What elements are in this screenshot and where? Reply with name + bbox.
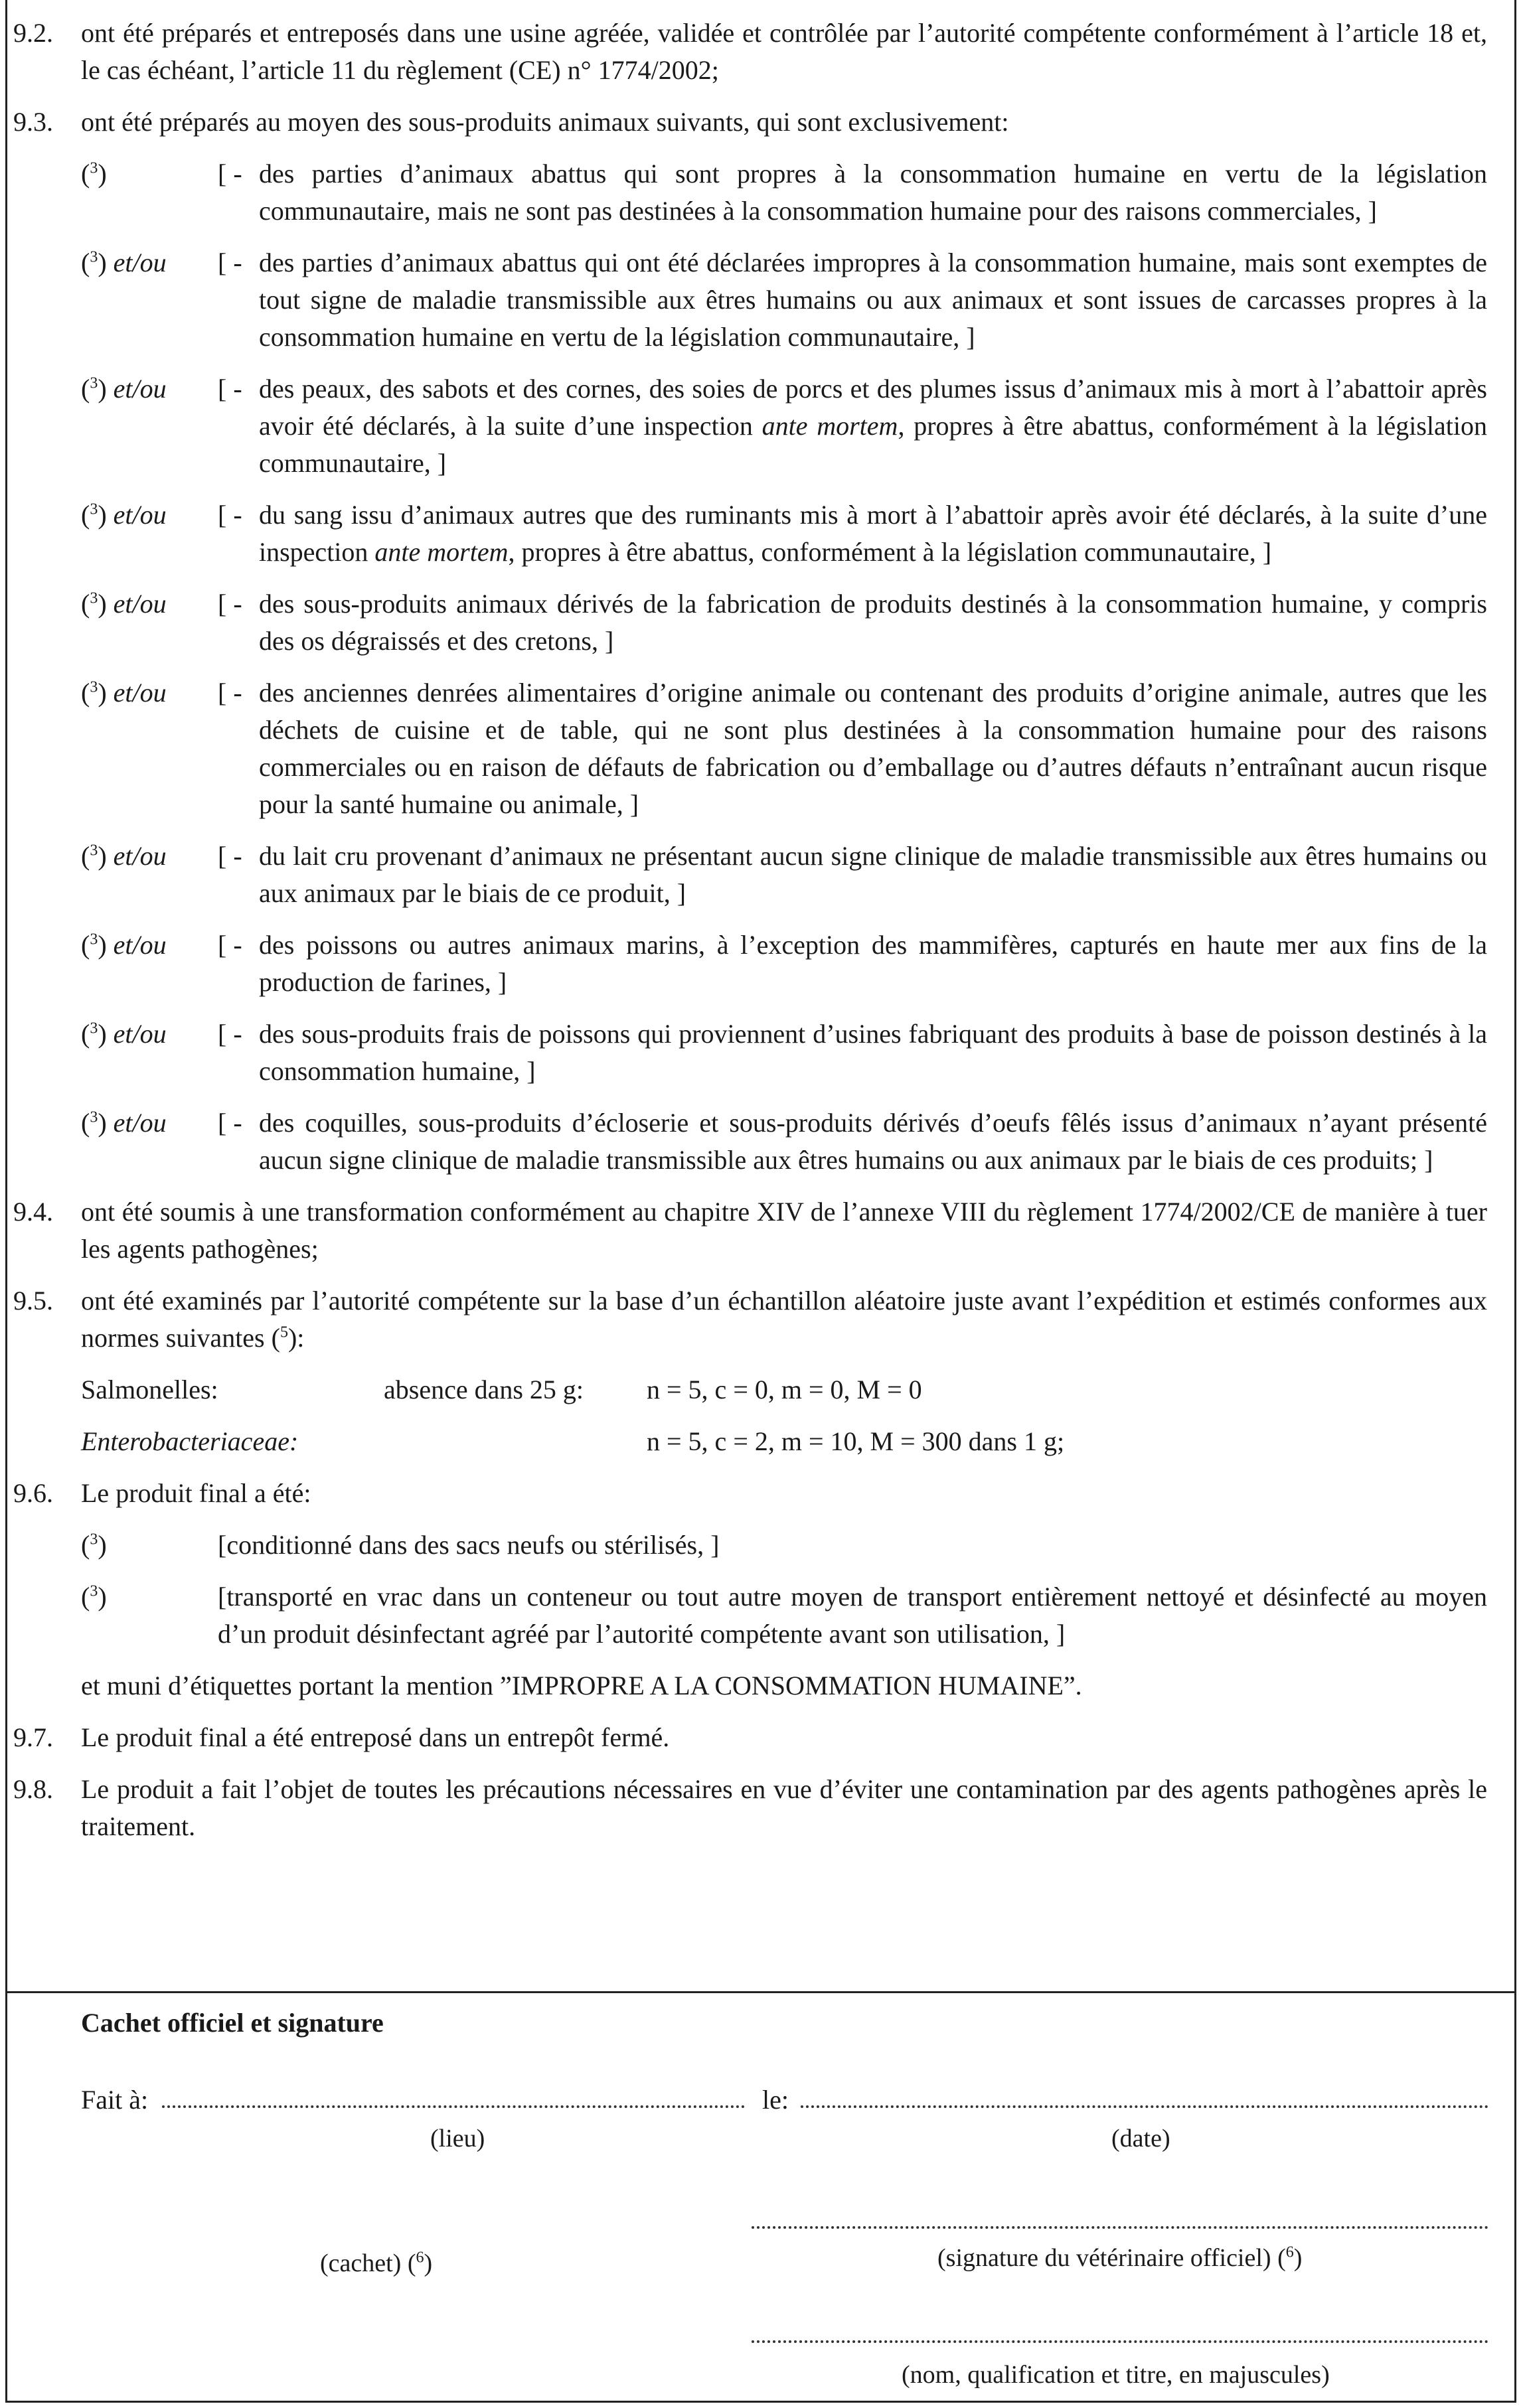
footnote-mark: ($^3$) (81, 159, 107, 188)
item-text: [transporté en vrac dans un conteneur ou tout autre moyen de transport entièrement nettoyé et désinfecté au moyen d’un produit désinfectant agréé par l’autorité compétente avant son utilisation, ] (218, 1582, 1487, 1649)
list-item (13, 155, 1487, 230)
norm-condition: absence dans 25 g: (384, 1375, 584, 1404)
section-number: 9.2. (13, 18, 53, 48)
norm-label: Enterobacteriaceae: (81, 1426, 299, 1456)
bracket-dash: [ - (218, 500, 242, 530)
section-number: 9.3. (13, 107, 53, 137)
item-text: du lait cru provenant d’animaux ne présentant aucun signe clinique de maladie transmissible aux êtres humains ou aux animaux par le biais de ce produit, ] (259, 841, 1487, 908)
footnote-mark: ($^3$) (81, 1582, 107, 1612)
item-text: des peaux, des sabots et des cornes, des soies de porcs et des plumes issus d’animaux mis à mort à l’abattoir après avoir été déclarés, à la suite d’une inspection ante mortem, propres à être abattus, conformément à la législation communautaire, ] (259, 374, 1488, 478)
norm-values: n = 5, c = 0, m = 0, M = 0 (647, 1375, 922, 1404)
section-number: 9.6. (13, 1478, 53, 1508)
section-9-8 (13, 1771, 1487, 1845)
bracket-dash: [ - (218, 678, 242, 708)
list-item (13, 370, 1487, 482)
certificate-body (13, 15, 1487, 1860)
section-text: Le produit final a été entreposé dans un entrepôt fermé. (81, 1722, 670, 1752)
section-number: 9.8. (13, 1774, 53, 1804)
item-text: des parties d’animaux abattus qui sont propres à la consommation humaine en vertu de la législation communautaire, mais ne sont pas destinées à la consommation humaine pour des raisons commerciales, ] (259, 159, 1487, 226)
section-9-2 (13, 15, 1487, 89)
item-text: des sous-produits frais de poissons qui proviennent d’usines fabriquant des produits à base de poisson destinés à la consommation humaine, ] (259, 1019, 1487, 1086)
footnote-mark: ($^3$) et/ou (81, 930, 167, 960)
bracket-dash: [ - (218, 1108, 242, 1138)
signature-line[interactable] (752, 2226, 1488, 2229)
section-text: Le produit a fait l’objet de toutes les précautions nécessaires en vue d’éviter une contamination par des agents pathogènes après le traitement. (81, 1774, 1487, 1841)
name-line[interactable] (752, 2340, 1488, 2343)
date-caption: (date) (1111, 2125, 1170, 2152)
section-9-5 (13, 1282, 1487, 1357)
footnote-mark: ($^3$) et/ou (81, 589, 167, 619)
bracket-dash: [ - (218, 589, 242, 619)
place-line[interactable] (162, 2105, 745, 2108)
bracket-dash: [ - (218, 159, 242, 188)
footnote-mark: ($^3$) et/ou (81, 1108, 167, 1138)
norm-salmonella (13, 1371, 1487, 1408)
bracket-dash: [ - (218, 1019, 242, 1049)
bracket-dash: [ - (218, 841, 242, 871)
item-text: des sous-produits animaux dérivés de la fabrication de produits destinés à la consommation humaine, y compris des os dégraissés et des cretons, ] (259, 589, 1487, 656)
footnote-mark: ($^3$) et/ou (81, 678, 167, 708)
list-item (13, 674, 1487, 823)
section-text: ont été préparés au moyen des sous-produits animaux suivants, qui sont exclusivement: (81, 107, 1009, 137)
norm-label: Salmonelles: (81, 1375, 218, 1404)
place-caption: (lieu) (430, 2125, 485, 2152)
signature-title: Cachet officiel et signature (81, 2008, 384, 2038)
list-item (13, 496, 1487, 571)
list-item (13, 838, 1487, 912)
list-item (13, 585, 1487, 660)
section-text: ont été préparés et entreposés dans une usine agréée, validée et contrôlée par l’autorité compétente conformément à l’article 18 et, le cas échéant, l’article 11 du règlement (CE) n° 1774/2002; (81, 18, 1487, 85)
labeling-note: et muni d’étiquettes portant la mention ”IMPROPRE A LA CONSOMMATION HUMAINE”. (81, 1671, 1082, 1700)
section-number: 9.4. (13, 1197, 53, 1227)
bracket-dash: [ - (218, 248, 242, 277)
list-item (13, 927, 1487, 1001)
signature-caption: (signature du vétérinaire officiel) ($^6$) (937, 2243, 1303, 2272)
place-label: Fait à: (81, 2085, 149, 2115)
name-caption: (nom, qualification et titre, en majuscules) (902, 2361, 1330, 2389)
section-text: Le produit final a été: (81, 1478, 311, 1508)
item-text: des anciennes denrées alimentaires d’origine animale ou contenant des produits d’origine animale, autres que les déchets de cuisine et de table, qui ne sont plus destinées à la consommation humaine pour des raisons commerciales ou en raison de défauts de fabrication ou d’emballage ou d’autres défauts n’entraînant aucun risque pour la santé humaine ou animale, ] (259, 678, 1487, 819)
date-line[interactable] (801, 2105, 1488, 2108)
footnote-mark: ($^3$) et/ou (81, 374, 167, 404)
footnote-mark: ($^3$) et/ou (81, 1019, 167, 1049)
footnote-mark: ($^3$) et/ou (81, 248, 167, 277)
item-text: [conditionné dans des sacs neufs ou stérilisés, ] (218, 1530, 720, 1560)
list-item (13, 1527, 1487, 1564)
section-9-4 (13, 1193, 1487, 1268)
section-9-6 (13, 1475, 1487, 1512)
footnote-mark: ($^3$) et/ou (81, 500, 167, 530)
section-text: ont été examinés par l’autorité compétente sur la base d’un échantillon aléatoire juste avant l’expédition et estimés conformes aux normes suivantes ($^5$): (81, 1286, 1487, 1353)
stamp-caption: (cachet) ($^6$) (320, 2249, 433, 2277)
section-9-3 (13, 104, 1487, 141)
section-text: ont été soumis à une transformation conformément au chapitre XIV de l’annexe VIII du règlement 1774/2002/CE de manière à tuer les agents pathogènes; (81, 1197, 1487, 1264)
norm-values: n = 5, c = 2, m = 10, M = 300 dans 1 g; (647, 1426, 1065, 1456)
section-9-7 (13, 1719, 1487, 1756)
item-text: du sang issu d’animaux autres que des ruminants mis à mort à l’abattoir après avoir été déclarés, à la suite d’une inspection ante mortem, propres à être abattus, conformément à la législation communautaire, ] (259, 500, 1487, 567)
list-item (13, 1578, 1487, 1653)
item-text: des parties d’animaux abattus qui ont été déclarées impropres à la consommation humaine, mais sont exemptes de tout signe de maladie transmissible aux êtres humains ou aux animaux et sont issues de carcasses propres à la consommation humaine en vertu de la législation communautaire, ] (259, 248, 1487, 352)
item-text: des coquilles, sous-produits d’écloserie et sous-produits dérivés d’oeufs fêlés issus d’animaux n’ayant présenté aucun signe clinique de maladie transmissible aux êtres humains ou aux animaux par le biais de ces produits; ] (259, 1108, 1487, 1175)
footnote-mark: ($^3$) et/ou (81, 841, 167, 871)
list-item (13, 1104, 1487, 1179)
section-number: 9.7. (13, 1722, 53, 1752)
signature-divider (7, 1991, 1514, 1993)
footnote-mark: ($^3$) (81, 1530, 107, 1560)
bracket-dash: [ - (218, 930, 242, 960)
list-item (13, 1016, 1487, 1090)
date-label: le: (762, 2085, 789, 2115)
norm-enterobacteriaceae (13, 1423, 1487, 1460)
bracket-dash: [ - (218, 374, 242, 404)
item-text: des poissons ou autres animaux marins, à l’exception des mammifères, capturés en haute mer aux fins de la production de farines, ] (259, 930, 1487, 997)
list-item (13, 244, 1487, 356)
section-number: 9.5. (13, 1286, 53, 1316)
